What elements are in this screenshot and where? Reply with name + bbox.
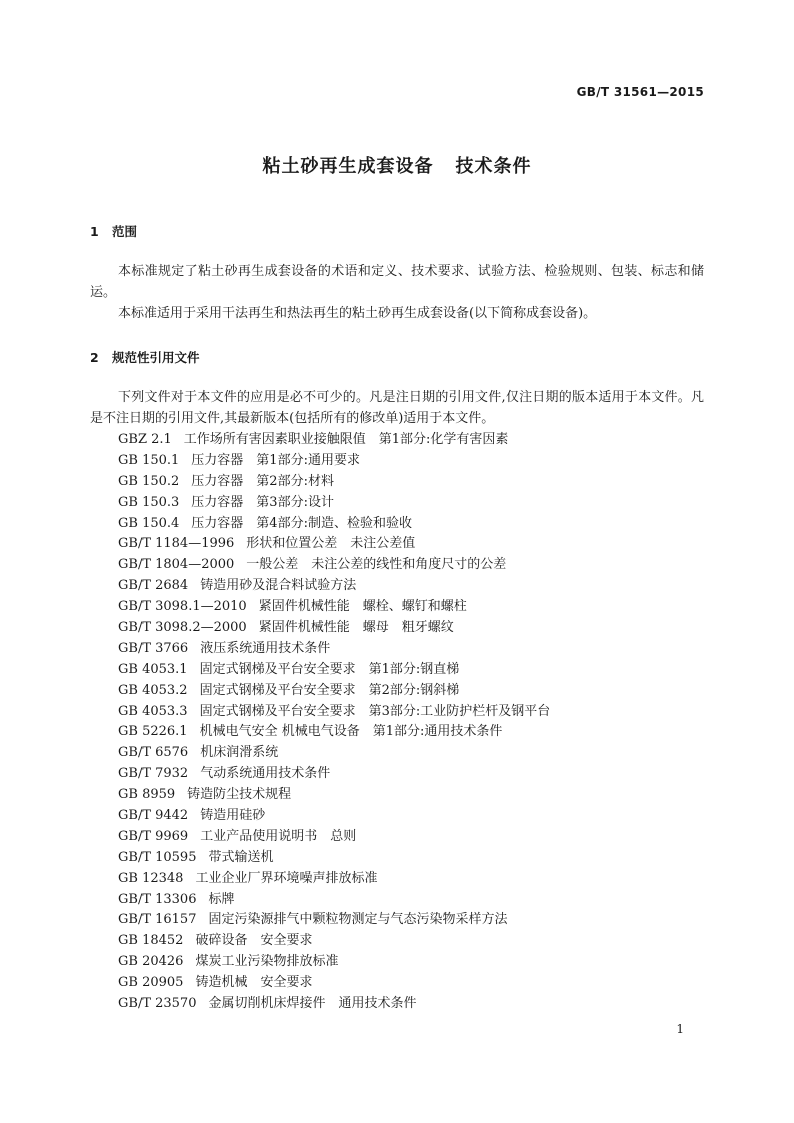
reference-title: 机床润滑系统 (200, 745, 279, 761)
reference-item (118, 597, 550, 618)
reference-title: 形状和位置公差 未注公差值 (246, 536, 416, 552)
reference-item (118, 994, 550, 1015)
reference-title: 铸造机械 安全要求 (195, 975, 313, 991)
reference-item (118, 514, 550, 535)
reference-code: GB/T 3098.1—2010 (118, 599, 247, 615)
reference-title: 压力容器 第1部分:通用要求 (191, 452, 360, 468)
reference-item (118, 827, 550, 848)
reference-title: 固定式钢梯及平台安全要求 第2部分:钢斜梯 (199, 682, 460, 698)
reference-code: GB 150.4 (118, 515, 180, 531)
reference-item (118, 869, 550, 890)
reference-code: GB/T 1804—2000 (118, 557, 235, 573)
reference-item (118, 931, 550, 952)
section-heading-scope (90, 222, 137, 240)
reference-title: 固定式钢梯及平台安全要求 第1部分:钢直梯 (199, 661, 460, 677)
reference-title: 破碎设备 安全要求 (195, 933, 313, 949)
reference-title: 工作场所有害因素职业接触限值 第1部分:化学有害因素 (183, 432, 509, 447)
reference-code: GB/T 1184—1996 (118, 536, 235, 552)
reference-item (118, 472, 550, 493)
reference-code: GB/T 13306 (118, 891, 197, 907)
reference-item (118, 639, 550, 660)
reference-code: GB/T 9442 (118, 808, 189, 824)
reference-list (118, 430, 550, 1015)
reference-title: 紧固件机械性能 螺栓、螺钉和螺柱 (258, 599, 467, 615)
reference-code: GB 20426 (118, 954, 184, 970)
reference-code: GB/T 2684 (118, 578, 189, 594)
scope-paragraph-1: 本标准规定了粘土砂再生成套设备的术语和定义、技术要求、试验方法、检验规则、包装、标志和储运。 (90, 264, 704, 300)
reference-item (118, 848, 550, 869)
reference-code: GB/T 3766 (118, 640, 189, 656)
reference-item (118, 618, 550, 639)
reference-title: 煤炭工业污染物排放标准 (195, 954, 339, 970)
reference-item (118, 952, 550, 973)
reference-code: GB/T 16157 (118, 912, 197, 928)
reference-item (118, 555, 550, 576)
reference-code: GB 5226.1 (118, 724, 188, 740)
reference-code: GB 150.1 (118, 452, 180, 468)
document-title (0, 152, 794, 178)
reference-item (118, 743, 550, 764)
reference-code: GB 150.2 (118, 473, 180, 489)
section-number: 2 (90, 350, 99, 365)
reference-title: 气动系统通用技术条件 (200, 766, 331, 782)
reference-title: 固定式钢梯及平台安全要求 第3部分:工业防护栏杆及钢平台 (199, 703, 551, 719)
reference-title: 金属切削机床焊接件 通用技术条件 (208, 996, 417, 1012)
reference-item (118, 910, 550, 931)
title-sub: 技术条件 (455, 156, 532, 177)
reference-code: GB/T 7932 (118, 766, 189, 782)
reference-item (118, 534, 550, 555)
reference-title: 铸造防尘技术规程 (187, 787, 292, 803)
reference-code: GB 8959 (118, 787, 176, 803)
section-number: 1 (90, 224, 99, 239)
reference-title: 工业产品使用说明书 总则 (200, 828, 357, 844)
reference-item (118, 764, 550, 785)
reference-title: 标牌 (208, 891, 235, 907)
reference-code: GBZ 2.1 (118, 432, 172, 447)
reference-item (118, 702, 550, 723)
reference-code: GB/T 3098.2—2000 (118, 620, 247, 636)
reference-title: 压力容器 第2部分:材料 (191, 473, 334, 489)
standard-number: GB/T 31561—2015 (576, 85, 704, 99)
reference-title: 工业企业厂界环境噪声排放标准 (195, 870, 378, 886)
reference-code: GB 4053.3 (118, 703, 188, 719)
reference-item (118, 660, 550, 681)
reference-code: GB 150.3 (118, 494, 180, 510)
reference-item (118, 973, 550, 994)
reference-item (118, 806, 550, 827)
reference-code: GB/T 9969 (118, 828, 189, 844)
page-number: 1 (676, 1022, 684, 1036)
reference-item (118, 722, 550, 743)
section-title: 范围 (112, 224, 138, 239)
reference-title: 一般公差 未注公差的线性和角度尺寸的公差 (246, 557, 507, 573)
reference-code: GB/T 10595 (118, 849, 197, 865)
reference-code: GB/T 23570 (118, 996, 197, 1012)
reference-title: 液压系统通用技术条件 (200, 640, 331, 656)
reference-item (118, 785, 550, 806)
reference-title: 压力容器 第4部分:制造、检验和验收 (191, 515, 412, 531)
title-main: 粘土砂再生成套设备 (262, 156, 434, 177)
reference-title: 固定污染源排气中颗粒物测定与气态污染物采样方法 (208, 912, 508, 928)
reference-item (118, 493, 550, 514)
reference-code: GB 4053.2 (118, 682, 188, 698)
reference-title: 压力容器 第3部分:设计 (191, 494, 334, 510)
reference-item (118, 451, 550, 472)
scope-paragraph-2: 本标准适用于采用干法再生和热法再生的粘土砂再生成套设备(以下简称成套设备)。 (118, 306, 597, 321)
reference-title: 铸造用砂及混合料试验方法 (200, 578, 357, 594)
reference-title: 机械电气安全 机械电气设备 第1部分:通用技术条件 (199, 724, 503, 740)
reference-code: GB/T 6576 (118, 745, 189, 761)
reference-item (118, 430, 550, 451)
reference-title: 紧固件机械性能 螺母 粗牙螺纹 (258, 620, 454, 636)
reference-item (118, 576, 550, 597)
reference-item (118, 681, 550, 702)
reference-title: 带式输送机 (208, 849, 274, 865)
reference-code: GB 18452 (118, 933, 184, 949)
reference-title: 铸造用硅砂 (200, 808, 266, 824)
reference-code: GB 20905 (118, 975, 184, 991)
reference-code: GB 4053.1 (118, 661, 188, 677)
reference-item (118, 890, 550, 911)
references-intro-paragraph: 下列文件对于本文件的应用是必不可少的。凡是注日期的引用文件,仅注日期的版本适用于本文件。凡是不注日期的引用文件,其最新版本(包括所有的修改单)适用于本文件。 (90, 390, 704, 426)
reference-code: GB 12348 (118, 870, 184, 886)
section-title: 规范性引用文件 (112, 350, 200, 365)
section-heading-normative-references (90, 348, 200, 366)
